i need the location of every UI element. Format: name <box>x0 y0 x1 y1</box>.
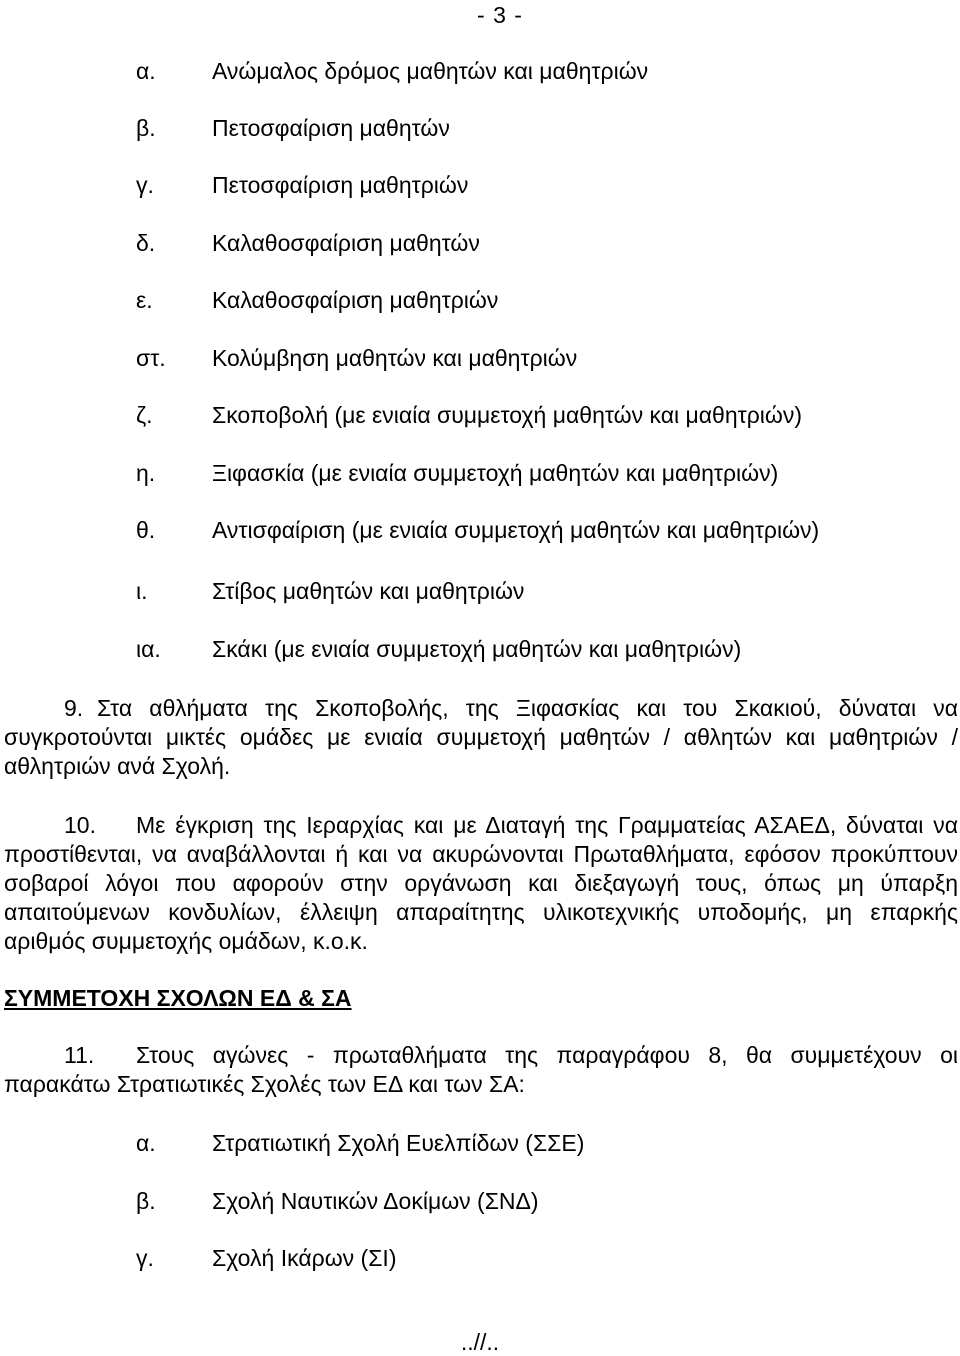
list-item-text: Στίβος μαθητών και μαθητριών <box>212 578 525 604</box>
list-item-mark: θ. <box>136 517 156 543</box>
list-item-mark: γ. <box>136 1245 154 1271</box>
list-item-text: Στρατιωτική Σχολή Ευελπίδων (ΣΣΕ) <box>212 1130 585 1156</box>
list-item-text: Σκοποβολή (με ενιαία συμμετοχή μαθητών και μαθητριών) <box>212 402 803 428</box>
list-item-mark: στ. <box>136 345 166 371</box>
page-number: - 3 - <box>477 2 523 28</box>
list-item-text: Πετοσφαίριση μαθητριών <box>212 172 469 198</box>
page-continuation-mark: ..//.. <box>460 1329 500 1355</box>
list-item-text: Καλαθοσφαίριση μαθητών <box>212 230 480 256</box>
list-item-text: Σχολή Ναυτικών Δοκίμων (ΣΝΔ) <box>212 1188 539 1214</box>
list-item-mark: β. <box>136 1188 156 1214</box>
list-item-text: Σχολή Ικάρων (ΣΙ) <box>212 1245 397 1271</box>
paragraph-9 <box>4 694 958 781</box>
list-item-text: Σκάκι (με ενιαία συμμετοχή μαθητών και μαθητριών) <box>212 636 742 662</box>
list-item-mark: δ. <box>136 230 156 256</box>
list-item-mark: γ. <box>136 172 154 198</box>
paragraph-number: 9. <box>64 695 84 721</box>
list-item-text: Κολύμβηση μαθητών και μαθητριών <box>212 345 578 371</box>
list-item-text: Πετοσφαίριση μαθητών <box>212 115 450 141</box>
list-item-text: Ξιφασκία (με ενιαία συμμετοχή μαθητών και μαθητριών) <box>212 460 779 486</box>
list-item-mark: ια. <box>136 636 161 662</box>
list-item-mark: ι. <box>136 578 148 604</box>
paragraph-number: 10. <box>64 812 96 838</box>
paragraph-text: Στα αθλήματα της Σκοποβολής, της Ξιφασκίας και του Σκακιού, δύναται να συγκροτούνται μικτές ομάδες με ενιαία συμμετοχή μαθητών / αθλητών και μαθητριών / αθλητριών ανά Σχολή. <box>4 695 958 779</box>
list-item-mark: ζ. <box>136 402 153 428</box>
paragraph-number: 11. <box>64 1042 95 1068</box>
list-item-text: Αντισφαίριση (με ενιαία συμμετοχή μαθητών και μαθητριών) <box>212 517 820 543</box>
list-item-text: Καλαθοσφαίριση μαθητριών <box>212 287 499 313</box>
paragraph-text: Με έγκριση της Ιεραρχίας και με Διαταγή της Γραμματείας ΑΣΑΕΔ, δύναται να προστίθενται, να αναβάλλονται ή και να ακυρώνονται Πρωταθλήματα, εφόσον προκύπτουν σοβαροί λόγοι που αφορούν στην οργάνωση και διεξαγωγή τους, όπως μη ύπαρξη απαιτούμενων κονδυλίων, έλλειψη απαραίτητης υλικοτεχνικής υποδομής, μη επαρκής αριθμός συμμετοχής ομάδων, κ.ο.κ. <box>4 812 958 954</box>
list-item-mark: η. <box>136 460 156 486</box>
paragraph-text: Στους αγώνες - πρωταθλήματα της παραγράφου 8, θα συμμετέχουν οι παρακάτω Στρατιωτικές Σχολές των ΕΔ και των ΣΑ: <box>4 1042 958 1097</box>
paragraph-10 <box>4 811 958 956</box>
section-heading: ΣΥΜΜΕΤΟΧΗ ΣΧΟΛΩΝ ΕΔ & ΣΑ <box>4 985 352 1011</box>
paragraph-11 <box>4 1041 958 1099</box>
list-item-mark: β. <box>136 115 156 141</box>
list-item-mark: ε. <box>136 287 153 313</box>
list-item-mark: α. <box>136 58 156 84</box>
list-item-mark: α. <box>136 1130 156 1156</box>
list-item-text: Ανώμαλος δρόμος μαθητών και μαθητριών <box>212 58 649 84</box>
